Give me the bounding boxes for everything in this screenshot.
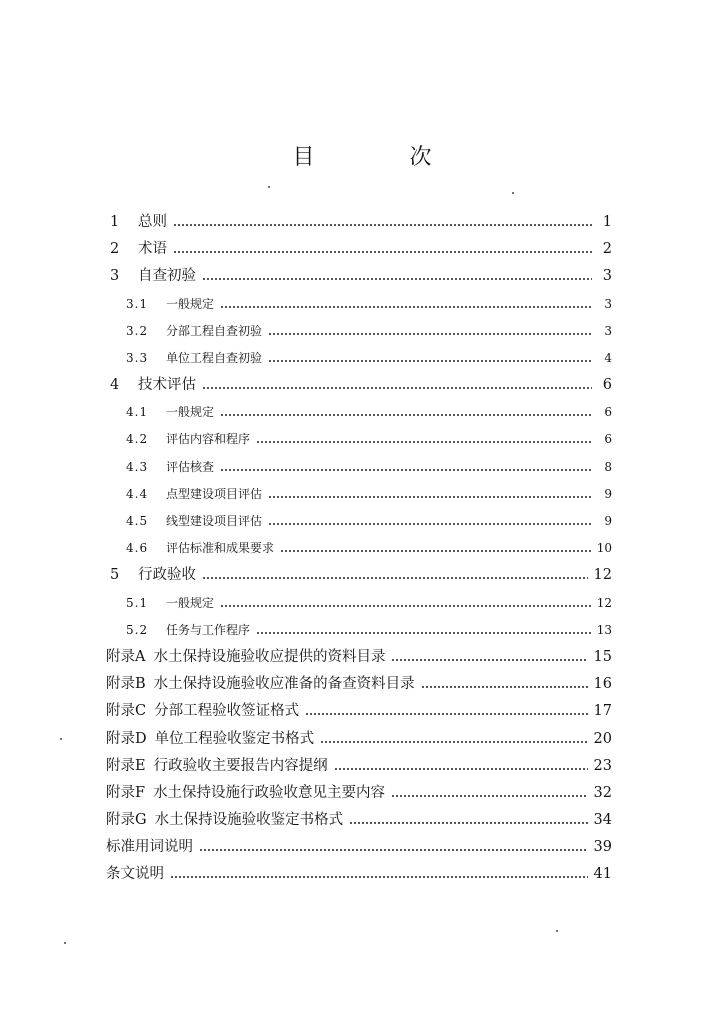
toc-number: 附录F bbox=[106, 785, 146, 801]
scan-speck bbox=[64, 942, 66, 944]
toc-entry[interactable] bbox=[106, 781, 612, 805]
toc-entry[interactable] bbox=[126, 482, 612, 506]
toc-number: 附录B bbox=[106, 676, 146, 692]
toc-page: 9 bbox=[604, 514, 612, 528]
toc-text: 总则 bbox=[138, 214, 167, 230]
toc-text: 评估内容和程序 bbox=[166, 432, 251, 446]
toc-text: 一般规定 bbox=[166, 596, 215, 610]
toc-text: 单位工程自查初验 bbox=[166, 351, 263, 365]
toc-number: 3 bbox=[110, 268, 120, 284]
scan-speck bbox=[556, 930, 558, 932]
toc-page: 10 bbox=[596, 541, 612, 555]
toc-entry[interactable] bbox=[106, 754, 612, 778]
toc-text: 一般规定 bbox=[166, 297, 215, 311]
toc-text: 单位工程验收鉴定书格式 bbox=[154, 731, 315, 747]
toc-entry[interactable] bbox=[126, 509, 612, 533]
dot-leader bbox=[256, 632, 591, 634]
toc-number: 附录C bbox=[106, 703, 147, 719]
dot-leader bbox=[173, 224, 592, 226]
dot-leader bbox=[220, 605, 591, 607]
toc-text: 任务与工作程序 bbox=[166, 623, 251, 637]
toc-page: 8 bbox=[604, 460, 612, 474]
toc-number: 3.1 bbox=[126, 297, 149, 311]
toc-number: 4.4 bbox=[126, 487, 149, 501]
toc-number: 5.1 bbox=[126, 596, 149, 610]
toc-entry[interactable] bbox=[126, 319, 612, 343]
toc-page: 12 bbox=[596, 596, 612, 610]
toc-entry[interactable] bbox=[106, 835, 612, 859]
dot-leader bbox=[320, 741, 587, 743]
toc-number: 4.6 bbox=[126, 541, 149, 555]
toc-entry[interactable] bbox=[106, 699, 612, 723]
toc-page: 4 bbox=[604, 351, 612, 365]
toc-number: 1 bbox=[110, 214, 120, 230]
dot-leader bbox=[421, 686, 588, 688]
toc-text: 分部工程验收签证格式 bbox=[154, 703, 300, 719]
toc-text: 水土保持设施行政验收意见主要内容 bbox=[153, 785, 386, 801]
dot-leader bbox=[220, 414, 592, 416]
toc-number: 3.2 bbox=[126, 324, 149, 338]
toc-page: 32 bbox=[593, 785, 612, 801]
toc-page: 23 bbox=[593, 758, 612, 774]
toc-page: 1 bbox=[602, 214, 612, 230]
dot-leader bbox=[202, 577, 588, 579]
toc-page: 2 bbox=[602, 241, 612, 257]
toc-page: 20 bbox=[593, 731, 612, 747]
toc-page: 6 bbox=[604, 432, 612, 446]
toc-entry[interactable] bbox=[106, 672, 612, 696]
toc-number: 5 bbox=[110, 567, 120, 583]
toc-text: 评估核查 bbox=[166, 460, 215, 474]
toc-entry[interactable] bbox=[126, 292, 612, 316]
toc-number: 4 bbox=[110, 377, 120, 393]
toc-page: 3 bbox=[604, 324, 612, 338]
dot-leader bbox=[334, 768, 588, 770]
dot-leader bbox=[220, 306, 592, 308]
scan-speck bbox=[268, 186, 270, 188]
toc-text: 水土保持设施验收应提供的资料目录 bbox=[153, 649, 386, 665]
dot-leader bbox=[199, 849, 588, 851]
scan-speck bbox=[512, 192, 514, 194]
toc-text: 分部工程自查初验 bbox=[166, 324, 263, 338]
dot-leader bbox=[349, 822, 587, 824]
toc-entry[interactable] bbox=[106, 862, 612, 886]
toc-text: 术语 bbox=[138, 241, 167, 257]
toc-text: 评估标准和成果要求 bbox=[166, 541, 275, 555]
toc-text: 条文说明 bbox=[106, 866, 164, 882]
toc-entry[interactable] bbox=[110, 373, 612, 397]
toc-page: 16 bbox=[593, 676, 612, 692]
dot-leader bbox=[220, 469, 592, 471]
toc-page: 6 bbox=[602, 377, 612, 393]
toc-number: 3.3 bbox=[126, 351, 149, 365]
toc-number: 4.1 bbox=[126, 405, 149, 419]
toc-entry[interactable] bbox=[126, 455, 612, 479]
dot-leader bbox=[170, 876, 588, 878]
toc-page: 9 bbox=[604, 487, 612, 501]
dot-leader bbox=[280, 550, 591, 552]
toc-page: 3 bbox=[604, 297, 612, 311]
dot-leader bbox=[173, 251, 592, 253]
dot-leader bbox=[202, 387, 592, 389]
toc-number: 附录E bbox=[106, 758, 146, 774]
dot-leader bbox=[305, 713, 587, 715]
toc-number: 附录A bbox=[106, 649, 146, 665]
dot-leader bbox=[268, 496, 592, 498]
toc-page: 6 bbox=[604, 405, 612, 419]
toc-page: 13 bbox=[596, 623, 612, 637]
dot-leader bbox=[268, 360, 592, 362]
toc-page: 17 bbox=[593, 703, 612, 719]
toc-entry[interactable] bbox=[106, 645, 612, 669]
dot-leader bbox=[268, 333, 592, 335]
toc-text: 水土保持设施验收应准备的备查资料目录 bbox=[153, 676, 415, 692]
toc-page: 15 bbox=[593, 649, 612, 665]
dot-leader bbox=[268, 523, 592, 525]
toc-entry[interactable] bbox=[110, 237, 612, 261]
toc-entry[interactable] bbox=[126, 346, 612, 370]
toc-number: 附录G bbox=[106, 812, 147, 828]
toc-number: 2 bbox=[110, 241, 120, 257]
toc-text: 一般规定 bbox=[166, 405, 215, 419]
scan-speck bbox=[60, 738, 62, 740]
toc-text: 行政验收 bbox=[138, 567, 196, 583]
toc-text: 自查初验 bbox=[138, 268, 196, 284]
toc-page: 41 bbox=[593, 866, 612, 882]
toc-entry[interactable] bbox=[110, 264, 612, 288]
toc-entry[interactable] bbox=[126, 536, 612, 560]
dot-leader bbox=[202, 278, 592, 280]
toc-number: 5.2 bbox=[126, 623, 149, 637]
dot-leader bbox=[256, 441, 592, 443]
toc-entry[interactable] bbox=[110, 210, 612, 234]
toc-text: 线型建设项目评估 bbox=[166, 514, 263, 528]
toc-number: 4.2 bbox=[126, 432, 149, 446]
toc-number: 4.3 bbox=[126, 460, 149, 474]
toc-entry[interactable] bbox=[126, 400, 612, 424]
toc-text: 技术评估 bbox=[138, 377, 196, 393]
toc-page: 12 bbox=[593, 567, 612, 583]
dot-leader bbox=[391, 659, 587, 661]
toc-number: 4.5 bbox=[126, 514, 149, 528]
toc-page: 34 bbox=[593, 812, 612, 828]
toc-entry[interactable] bbox=[110, 563, 612, 587]
toc-entry[interactable] bbox=[126, 591, 612, 615]
toc-text: 行政验收主要报告内容提纲 bbox=[153, 758, 328, 774]
toc-text: 水土保持设施验收鉴定书格式 bbox=[154, 812, 344, 828]
toc-page: 3 bbox=[602, 268, 612, 284]
toc-page: 39 bbox=[593, 839, 612, 855]
page-title: 目 次 bbox=[292, 145, 476, 170]
toc-entry[interactable] bbox=[126, 427, 612, 451]
toc-text: 标准用词说明 bbox=[106, 839, 193, 855]
toc-entry[interactable] bbox=[106, 808, 612, 832]
dot-leader bbox=[391, 795, 587, 797]
toc-entry[interactable] bbox=[106, 727, 612, 751]
toc-text: 点型建设项目评估 bbox=[166, 487, 263, 501]
toc-number: 附录D bbox=[106, 731, 147, 747]
toc-entry[interactable] bbox=[126, 618, 612, 642]
